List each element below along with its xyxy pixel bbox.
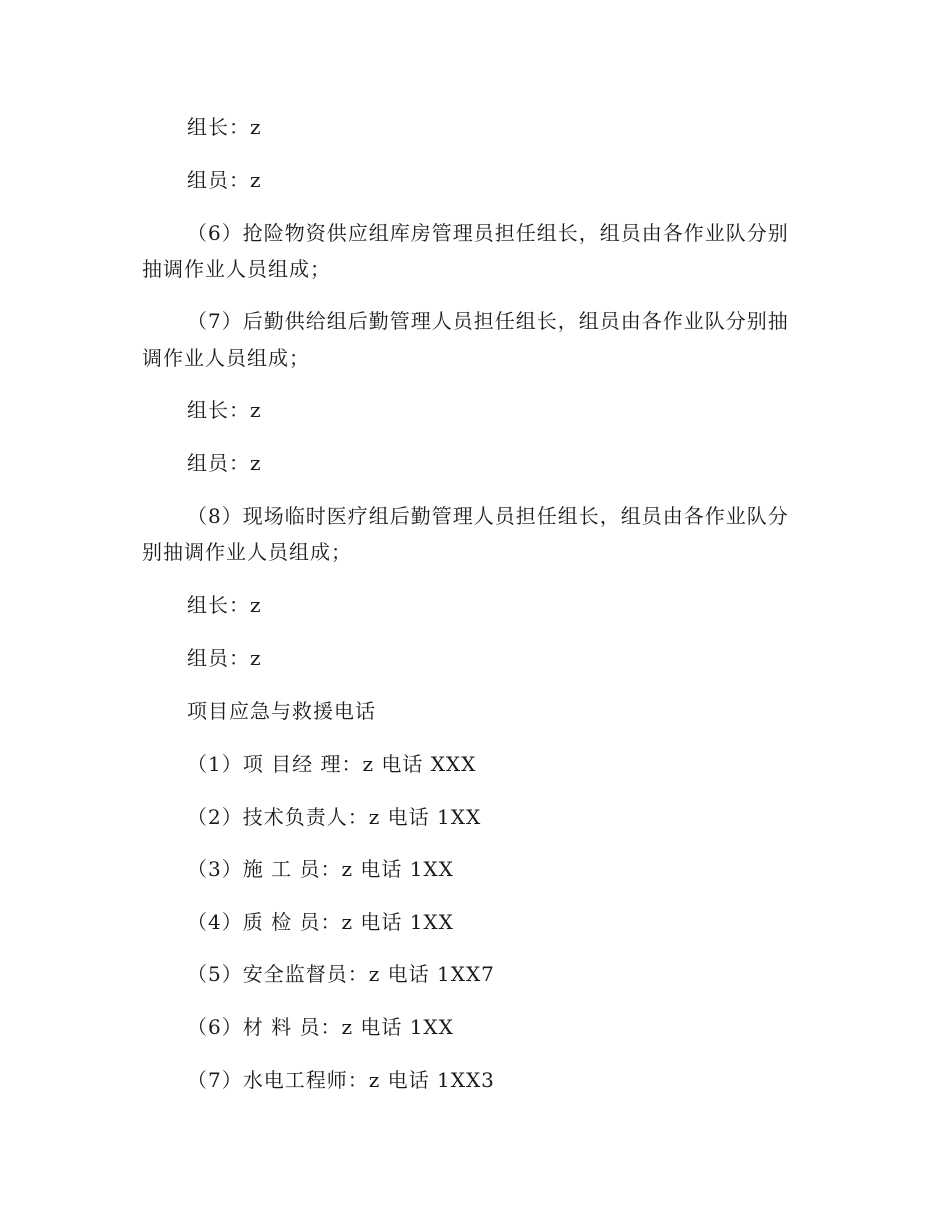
paragraph-7-line-2: 调作业人员组成； <box>142 346 310 370</box>
contact-line: （3）施 工 员：z 电话 1XX <box>187 857 454 881</box>
group-leader-line: 组长：z <box>187 398 262 422</box>
contact-line: （2）技术负责人：z 电话 1XX <box>187 805 482 829</box>
group-leader-line: 组长：z <box>187 115 262 139</box>
contact-line: （1）项 目经 理：z 电话 XXX <box>187 752 477 776</box>
contact-line: （5）安全监督员：z 电话 1XX7 <box>187 962 495 986</box>
contact-line: （7）水电工程师：z 电话 1XX3 <box>187 1068 495 1092</box>
group-member-line: 组员：z <box>187 168 262 192</box>
paragraph-7-line-1: （7）后勤供给组后勤管理人员担任组长，组员由各作业队分别抽 <box>187 309 789 333</box>
group-leader-line: 组长：z <box>187 593 262 617</box>
contact-line: （6）材 料 员：z 电话 1XX <box>187 1015 454 1039</box>
paragraph-8-line-2: 别抽调作业人员组成； <box>142 540 352 564</box>
section-heading: 项目应急与救援电话 <box>187 699 376 723</box>
group-member-line: 组员：z <box>187 451 262 475</box>
paragraph-6-line-1: （6）抢险物资供应组库房管理员担任组长，组员由各作业队分别 <box>187 221 789 245</box>
paragraph-8-line-1: （8）现场临时医疗组后勤管理人员担任组长，组员由各作业队分 <box>187 504 789 528</box>
paragraph-6-line-2: 抽调作业人员组成； <box>142 257 331 281</box>
group-member-line: 组员：z <box>187 646 262 670</box>
contact-line: （4）质 检 员：z 电话 1XX <box>187 910 454 934</box>
